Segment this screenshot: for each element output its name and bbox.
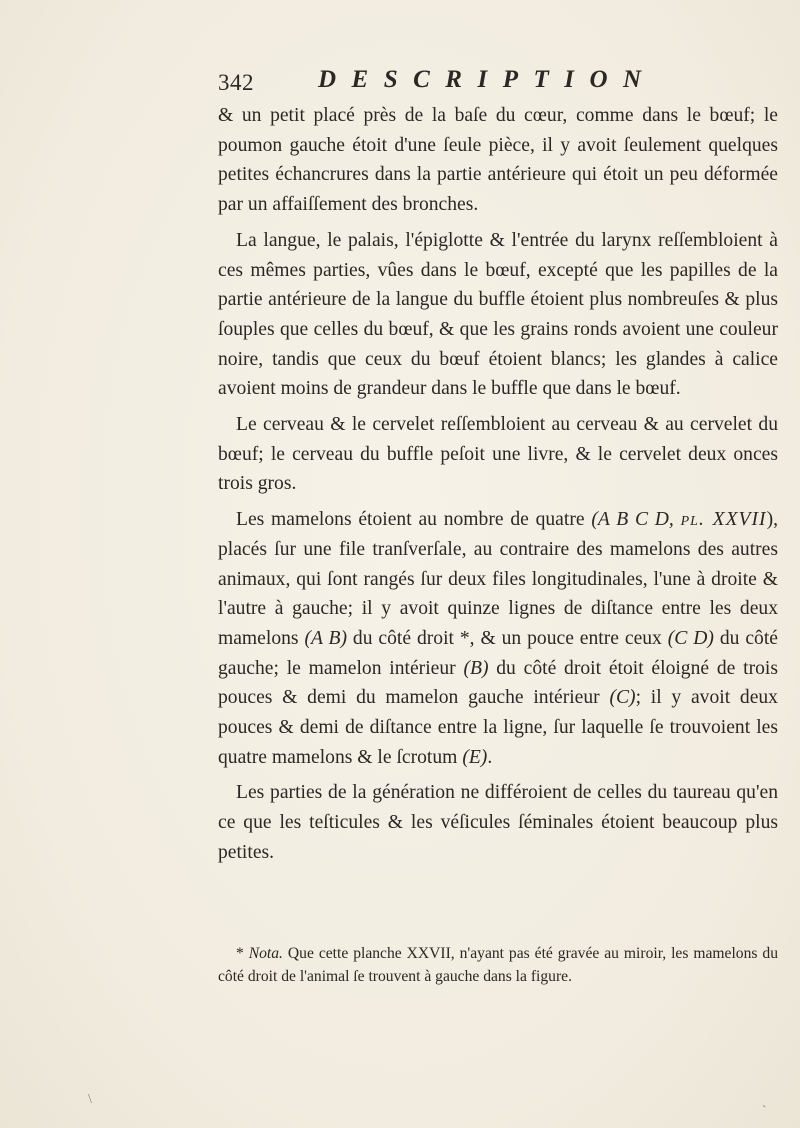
figure-reference: (B) — [463, 657, 489, 679]
footnote — [218, 942, 778, 988]
paragraph-text: ), placés ſur une file tranſverſale, au contraire des mamelons des autres animaux, qui ſont rangés ſur deux files longitudinales, l'une à droite & l'autre à gauche; il y avoit quinze lignes de diſtance entre les deux mamelons — [218, 509, 779, 649]
paragraph-text: Les mamelons étoient au nombre de quatre — [236, 509, 592, 531]
paragraph — [218, 410, 778, 499]
paragraph-text: Le cerveau & le cervelet reſſembloient au cerveau & au cervelet du bœuf; le cerveau du buffle peſoit une livre, & le cervelet deux onces trois gros. — [218, 414, 778, 495]
paragraph — [218, 778, 778, 867]
figure-reference: (C D) — [667, 627, 714, 649]
paragraph — [218, 101, 778, 220]
figure-reference: (C) — [609, 687, 636, 709]
footnote-nota: Nota. — [248, 945, 283, 962]
running-title: DESCRIPTION — [318, 66, 657, 93]
paragraph-text: du côté droit *, & un pouce entre ceux — [347, 627, 668, 649]
paragraph-text: du côté gauche; le mamelon intérieur — [218, 627, 778, 679]
figure-reference: (A B C D, — [591, 509, 674, 531]
plate-reference: pl. XXVII — [680, 509, 767, 531]
paragraph-text: du côté droit étoit éloigné de trois pouces & demi du mamelon gauche intérieur — [218, 657, 778, 709]
figure-reference: (A B) — [304, 627, 347, 649]
paragraph-text: ; il y avoit deux pouces & demi de diſtance entre la ligne, ſur laquelle ſe trouvoient les quatre mamelons & le ſcrotum — [218, 687, 778, 768]
footnote-mark: * — [236, 945, 244, 962]
figure-reference: (E) — [462, 746, 488, 768]
paragraph — [218, 226, 778, 404]
footnote-text: Que cette planche XXVII, n'ayant pas été gravée au miroir, les mamelons du côté droit de l'animal ſe trouvent à gauche dans la figure. — [218, 945, 778, 985]
paragraph-text — [674, 509, 681, 530]
paper-blemish: ˋ — [762, 1104, 767, 1119]
paper-blemish: \ — [88, 1092, 92, 1107]
page-number: 342 — [218, 70, 254, 95]
paragraph — [218, 505, 778, 772]
page-header — [218, 66, 778, 98]
paragraph-text: & un petit placé près de la baſe du cœur, comme dans le bœuf; le poumon gauche étoit d'une ſeule pièce, il y avoit ſeulement quelques petites échancrures dans la partie antérieure qui étoit un peu déformée par un affaiſſement des bronches. — [218, 105, 778, 216]
paragraph-text: . — [487, 746, 493, 768]
paragraph-text: Les parties de la génération ne différoient de celles du taureau qu'en ce que les teſticules & les véſicules ſéminales étoient beaucoup plus petites. — [218, 782, 778, 863]
body-text — [218, 101, 778, 868]
paragraph-text: La langue, le palais, l'épiglotte & l'entrée du larynx reſſembloient à ces mêmes parties, vûes dans le bœuf, excepté que les papilles de la partie antérieure de la langue du buffle étoient plus nombreuſes & plus ſouples que celles du bœuf, & que les grains ronds avoient une couleur noire, tandis que ceux du bœuf étoient blancs; les glandes à calice avoient moins de grandeur dans le buffle que dans le bœuf. — [218, 229, 778, 400]
